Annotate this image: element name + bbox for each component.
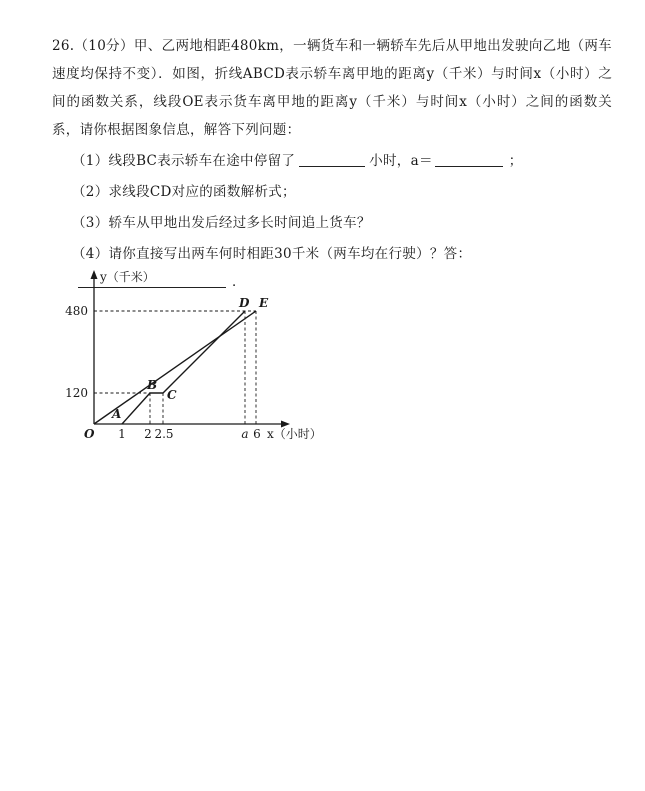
point-D-label: D — [239, 296, 250, 310]
origin-label: O — [84, 427, 95, 441]
point-C-label: C — [167, 388, 177, 402]
x-tick-2: 2 — [144, 427, 152, 441]
x-tick-6: 6 — [253, 427, 261, 441]
x-tick-1: 1 — [118, 427, 126, 441]
problem-block — [52, 32, 612, 296]
problem-stem: 26.（10分）甲、乙两地相距480km，一辆货车和一辆轿车先后从甲地出发驶向乙地（两车速度均保持不变）．如图，折线ABCD表示轿车离甲地的距离y（千米）与时间x（小时）之间的函数关系，线段OE表示货车离甲地的距离y（千米）与时间x（小时）之间的函数关系，请你根据图象信息，解答下列问题： — [52, 38, 612, 138]
point-B-label: B — [147, 378, 158, 392]
point-E-label: E — [259, 296, 269, 310]
answer-blank-2[interactable] — [435, 150, 503, 167]
question-2: （2）求线段CD对应的函数解析式； — [72, 184, 296, 200]
y-axis-arrow — [91, 270, 98, 279]
question-4-text-b: ． — [232, 274, 246, 290]
point-A-label: A — [112, 407, 122, 421]
question-1-text-a: （1）线段BC表示轿车在途中停留了 — [72, 153, 296, 169]
question-1-text-c: ； — [508, 153, 523, 169]
x-tick-2-5: 2.5 — [154, 427, 174, 441]
y-tick-120: 120 — [65, 386, 88, 400]
function-graph — [62, 266, 352, 446]
answer-blank-1[interactable] — [299, 150, 365, 167]
x-tick-a: a — [241, 427, 249, 441]
question-3: （3）轿车从甲地出发后经过多长时间追上货车？ — [72, 215, 371, 231]
x-axis-label: x（小时） — [267, 427, 322, 441]
polyline-ABCD — [122, 311, 245, 424]
y-axis-label: y（千米） — [100, 270, 155, 284]
question-4-text-a: （4）请你直接写出两车何时相距30千米（两车均在行驶）？答： — [72, 246, 472, 262]
question-1 — [52, 147, 612, 175]
y-tick-480: 480 — [65, 304, 88, 318]
question-1-text-b: 小时，a＝ — [369, 153, 433, 169]
